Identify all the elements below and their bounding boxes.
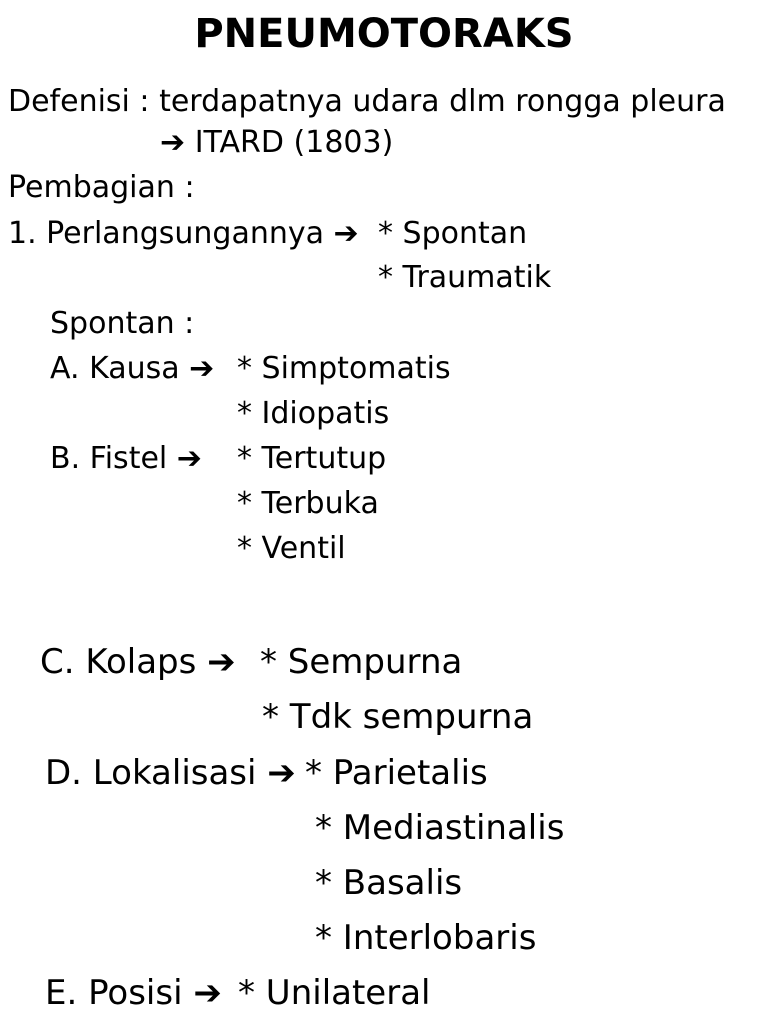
kolaps-option: * Tdk sempurna [262,697,534,737]
lokalisasi-option: * Basalis [315,863,463,903]
kausa-line [50,351,215,386]
arrow-right-icon: ➔ [207,642,236,682]
item1-option: * Traumatik [378,260,552,295]
kolaps-label: C. Kolaps [40,642,197,682]
definition-ref: ITARD (1803) [194,125,394,160]
page-title: PNEUMOTORAKS [194,11,574,57]
fistel-line [50,441,202,476]
division-heading: Pembagian : [8,170,195,205]
fistel-label: B. Fistel [50,441,168,476]
arrow-right-icon: ➔ [193,973,222,1013]
lokalisasi-option: * Interlobaris [315,918,537,958]
kausa-option: * Simptomatis [237,351,451,386]
arrow-right-icon: ➔ [176,441,202,476]
lokalisasi-label: D. Lokalisasi [45,753,257,793]
kausa-label: A. Kausa [50,351,180,386]
definition-line [8,84,726,119]
kausa-option: * Idiopatis [237,396,390,431]
arrow-right-icon: ➔ [189,351,215,386]
posisi-line [45,973,222,1013]
kolaps-option: * Sempurna [260,642,463,682]
arrow-right-icon: ➔ [160,125,186,160]
definition-ref-line [160,125,394,160]
arrow-right-icon: ➔ [267,753,296,793]
fistel-option: * Ventil [237,531,346,566]
item1-label: 1. Perlangsungannya [8,216,324,251]
item1-line [8,216,359,251]
lokalisasi-option: * Parietalis [305,753,488,793]
spontan-heading: Spontan : [50,306,195,341]
posisi-label: E. Posisi [45,973,183,1013]
fistel-option: * Tertutup [237,441,387,476]
arrow-right-icon: ➔ [333,216,359,251]
definition-text: Defenisi : terdapatnya udara dlm rongga pleura [8,84,726,119]
kolaps-line [40,642,236,682]
lokalisasi-line [45,753,296,793]
lokalisasi-option: * Mediastinalis [315,808,565,848]
item1-option: * Spontan [378,216,528,251]
posisi-option: * Unilateral [238,973,431,1013]
fistel-option: * Terbuka [237,486,379,521]
